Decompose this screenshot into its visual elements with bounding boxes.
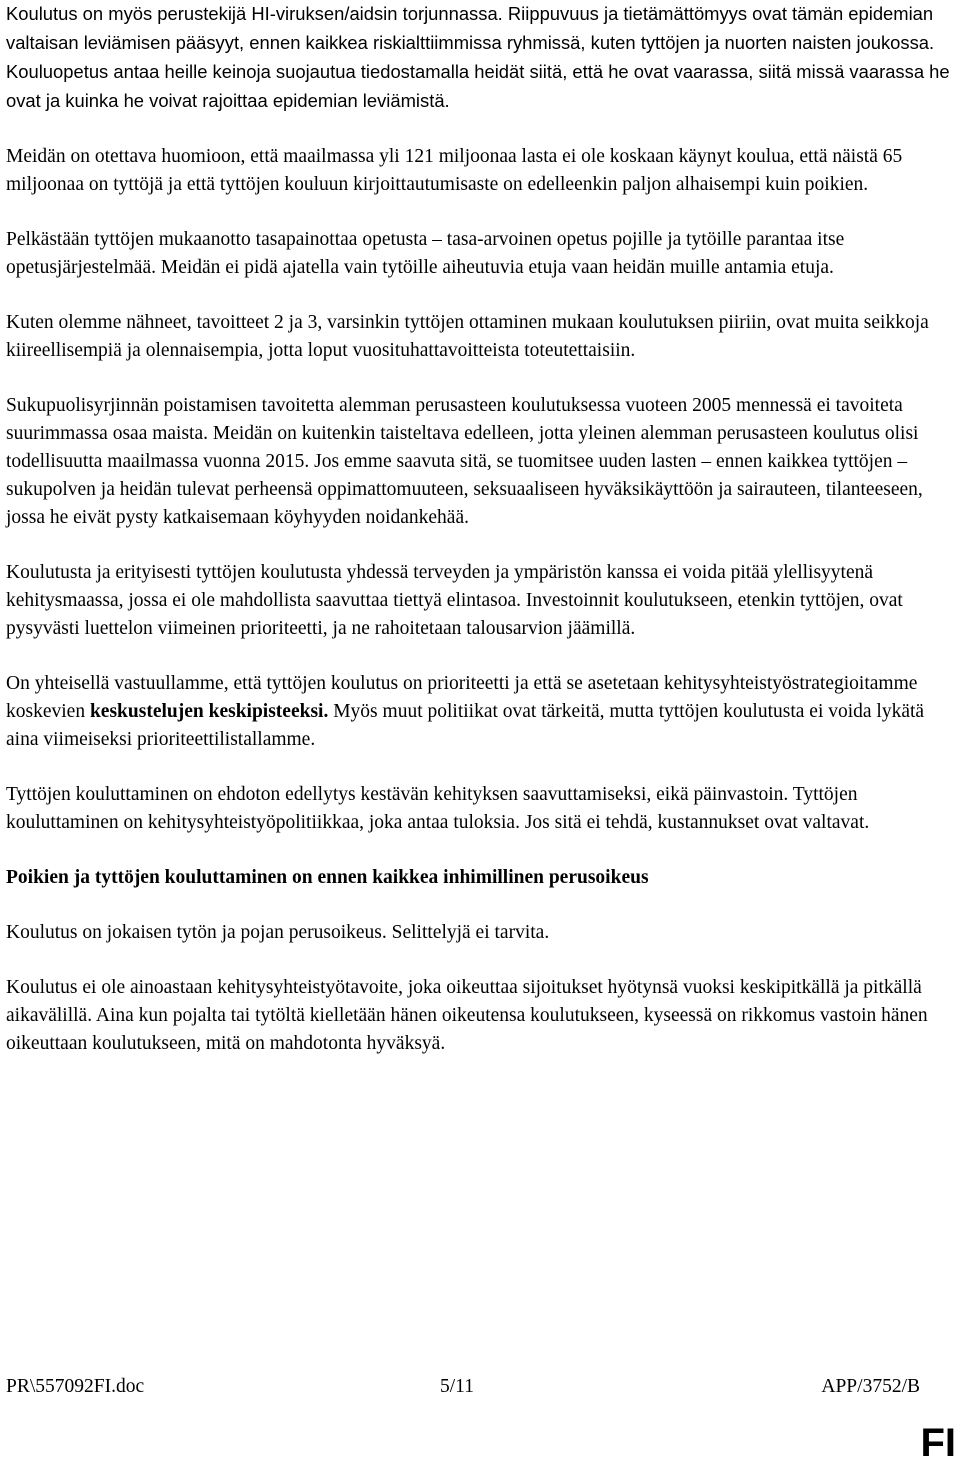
- paragraph-1-part-2: Kouluopetus antaa heille keinoja suojautua tiedostamalla heidät siitä, että he ovat vaarassa, siitä missä vaarassa he ovat ja kuinka he voivat rajoittaa epidemian leviämistä.: [6, 61, 950, 111]
- document-body: [6, 0, 956, 1085]
- paragraph-8: Tyttöjen kouluttaminen on ehdoton edellytys kestävän kehityksen saavuttamiseksi, eikä päinvastoin. Tyttöjen kouluttaminen on kehitysyhteistyöpolitiikkaa, joka antaa tuloksia. Jos sitä ei tehdä, kustannukset ovat valtavat.: [6, 784, 870, 833]
- language-code: FI: [920, 1421, 956, 1465]
- paragraph-1-part-1: Koulutus on myös perustekijä HI-viruksen/aidsin torjunnassa. Riippuvuus ja tietämättömyys ovat tämän epidemian valtaisan leviämisen pääsyyt, ennen kaikkea riskialttiimmissa ryhmissä, kuten tyttöjen ja nuorten naisten joukossa.: [6, 3, 935, 53]
- paragraph-10: Koulutus ei ole ainoastaan kehitysyhteistyötavoite, joka oikeuttaa sijoitukset hyötynsä vuoksi keskipitkällä ja pitkällä aikavälillä. Aina kun pojalta tai tytöltä kielletään hänen oikeutensa koulutukseen, kyseessä on rikkomus vastoin hänen oikeuttaan koulutukseen, mitä on mahdotonta hyväksyä.: [6, 977, 928, 1054]
- paragraph-5: Sukupuolisyrjinnän poistamisen tavoitetta alemman perusasteen koulutuksessa vuoteen 2005 mennessä ei tavoiteta suurimmassa osaa maista. Meidän on kuitenkin taisteltava edelleen, jotta yleinen alemman perusasteen koulutus olisi todellisuutta maailmassa vuonna 2015. Jos emme saavuta sitä, se tuomitsee uuden lasten – ennen kaikkea tyttöjen – sukupolven ja heidän tulevat perheensä oppimattomuuteen, seksuaaliseen hyväksikäyttöön ja sairauteen, tilanteeseen, jossa he eivät pysty katkaisemaan köyhyyden noidankehää.: [6, 395, 923, 528]
- footer-code: APP/3752/B: [821, 1376, 920, 1397]
- paragraph-2: Meidän on otettava huomioon, että maailmassa yli 121 miljoonaa lasta ei ole koskaan käynyt koulua, että näistä 65 miljoonaa on tyttöjä ja että tyttöjen kouluun kirjoittautumisaste on edelleenkin paljon alhaisempi kuin poikien.: [6, 146, 903, 195]
- footer-doc-ref: PR\557092FI.doc: [6, 1376, 145, 1397]
- paragraph-9: Koulutus on jokaisen tytön ja pojan perusoikeus. Selittelyjä ei tarvita.: [6, 922, 550, 943]
- paragraph-1: [6, 0, 956, 116]
- paragraph-7-before: On yhteisellä vastuullamme, että tyttöjen koulutus on prioriteetti ja että se asetetaan kehitysyhteistyöstrategioitamme koskevien: [6, 673, 918, 722]
- section-heading: Poikien ja tyttöjen kouluttaminen on ennen kaikkea inhimillinen perusoikeus: [6, 867, 649, 888]
- page-footer: [6, 1373, 920, 1401]
- paragraph-6: Koulutusta ja erityisesti tyttöjen koulutusta yhdessä terveyden ja ympäristön kanssa ei voida pitää ylellisyytenä kehitysmaassa, jossa ei ole mahdollista saavuttaa tiettyä elintasoa. Investoinnit koulutukseen, etenkin tyttöjen, ovat pysyvästi luettelon viimeinen prioriteetti, ja ne rahoitetaan talousarvion jäämillä.: [6, 562, 903, 639]
- paragraph-7-bold: keskustelujen keskipisteeksi.: [89, 701, 329, 722]
- paragraph-3: Pelkästään tyttöjen mukaanotto tasapainottaa opetusta – tasa-arvoinen opetus pojille ja tytöille parantaa itse opetusjärjestelmää. Meidän ei pidä ajatella vain tytöille aiheutuvia etuja vaan heidän muille antamia etuja.: [6, 229, 845, 278]
- paragraph-4: Kuten olemme nähneet, tavoitteet 2 ja 3, varsinkin tyttöjen ottaminen mukaan koulutuksen piiriin, ovat muita seikkoja kiireellisempiä ja olennaisempia, jotta loput vuosituhattavoitteista toteutettaisiin.: [6, 312, 929, 361]
- paragraph-7-after: Myös muut politiikat ovat tärkeitä, mutta tyttöjen koulutusta ei voida lykätä aina viimeiseksi prioriteettilistallamme.: [6, 701, 925, 750]
- footer-page-number: 5/11: [440, 1376, 474, 1397]
- paragraph-7: [6, 670, 956, 754]
